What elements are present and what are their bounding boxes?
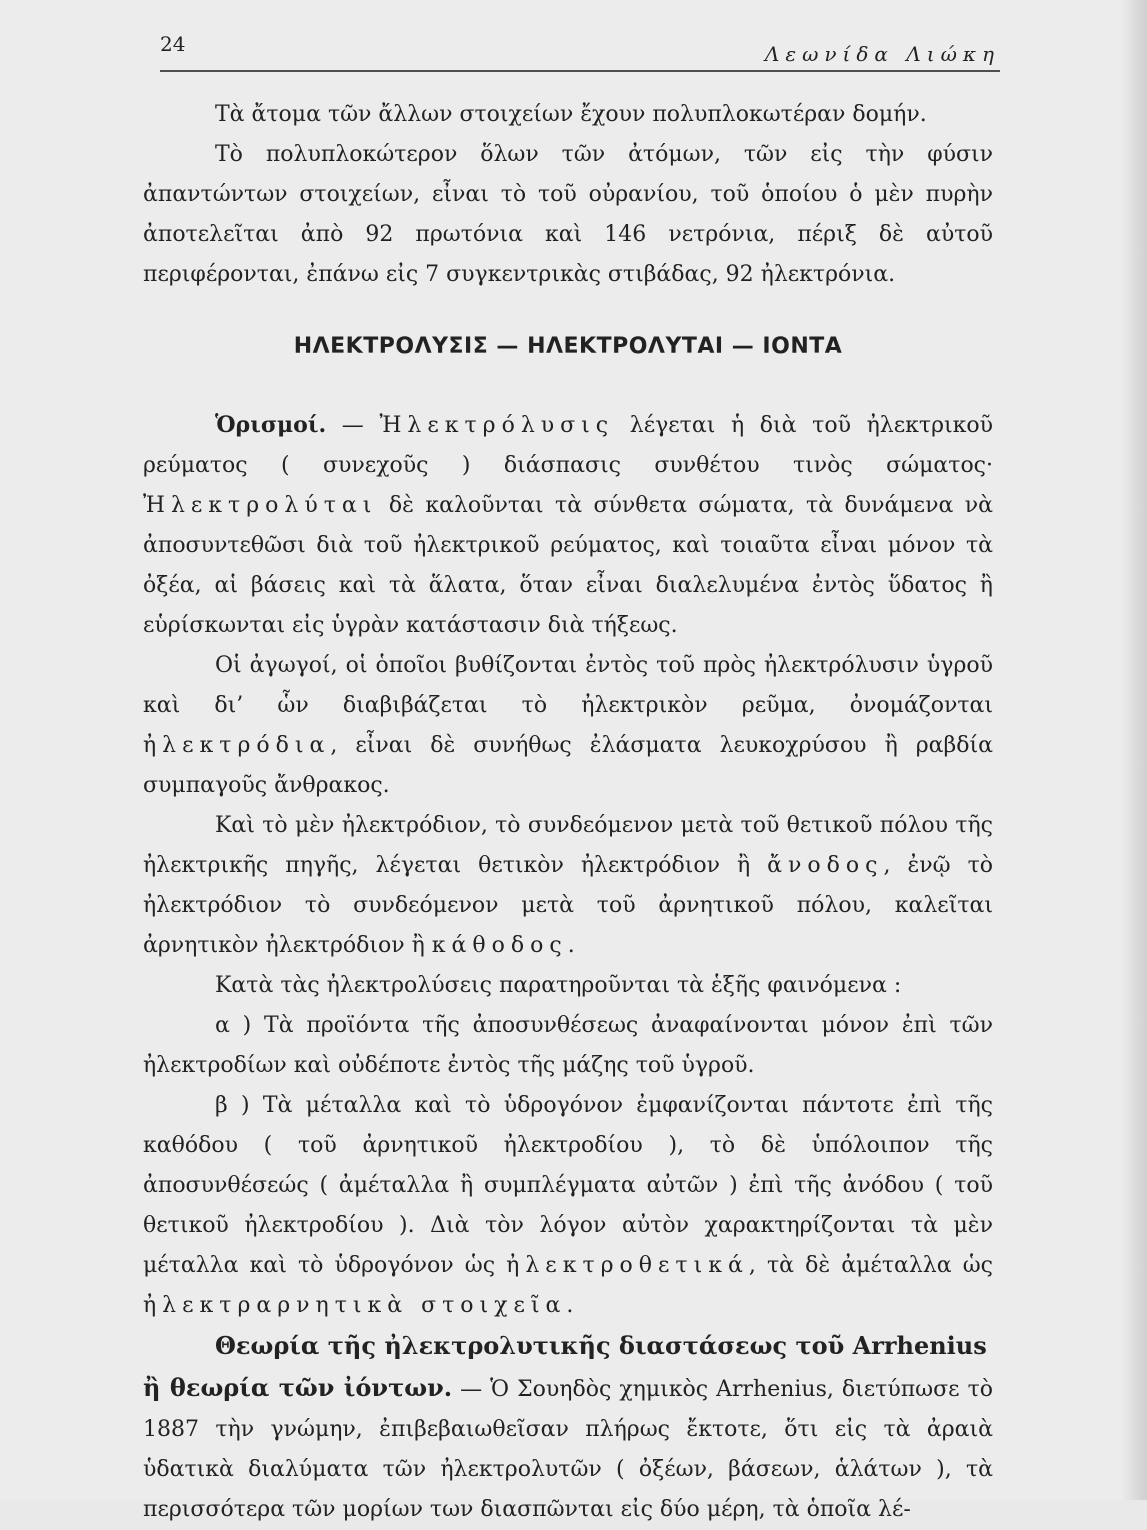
phenomenon-b-text-2: , τὰ δὲ ἀμέταλλα ὡς — [748, 1253, 993, 1278]
anode-cathode-end: . — [567, 933, 575, 958]
electrodes-term: ἠλεκτρόδια — [143, 733, 331, 758]
arrhenius-theory-text: — Ὁ Σουηδὸς χημικὸς Arrhenius, διετύπωσε τὸ 1887 τὴν γνώμην, ἐπιβεβαιωθεῖσαν πλήρως ἔκτοτε, ὅτι εἰς τὰ ἀραιὰ ὑδατικὰ διαλύματα τῶν ἠλεκτρολυτῶν ( ὀξέων, βάσεων, ἁλάτων ), τὰ περισσότερα τῶν μορίων των διασπῶνται εἰς δύο μέρη, τὰ ὁποῖα λέ- — [143, 1377, 993, 1522]
page-header — [160, 28, 1000, 72]
paragraph-2: Τὸ πολυπλοκώτερον ὅλων τῶν ἀτόμων, τῶν εἰς τὴν φύσιν ἀπαντώντων στοιχείων, εἶναι τὸ τοῦ οὐρανίου, τοῦ ὁποίου ὁ μὲν πυρὴν ἀποτελεῖται ἀπὸ 92 πρωτόνια καὶ 146 νετρόνια, πέριξ δὲ αὐτοῦ περιφέρονται, ἐπάνω εἰς 7 συγκεντρικὰς στιβάδας, 92 ἠλεκτρόνια. — [143, 142, 993, 287]
page-content — [143, 95, 993, 1530]
paragraph-phenomenon-b — [143, 1086, 993, 1326]
electropositive-term: ἠλεκτροθετικά — [506, 1253, 749, 1278]
anode-term: ἄνοδος — [767, 853, 884, 878]
arrhenius-theory-title-2: ἢ θεωρία τῶν ἰόντων. — [143, 1373, 453, 1402]
paragraph-anode-cathode — [143, 806, 993, 966]
definitions-paragraph — [143, 405, 993, 646]
definition-term-electrolysis: Ἠλεκτρόλυσις — [379, 413, 615, 438]
anode-cathode-text-1: Καὶ τὸ μὲν ἠλεκτρόδιον, τὸ συνδεόμενον μετὰ τοῦ θετικοῦ πόλου τῆς ἠλεκτρικῆς πηγῆς, λέγεται θετικὸν ἠλεκτρόδιον ἢ — [143, 813, 993, 878]
paragraph-1: Τὰ ἄτομα τῶν ἄλλων στοιχείων ἔχουν πολυπλοκωτέραν δομήν. — [215, 102, 927, 127]
paragraph-phenomenon-a: α ) Τὰ προϊόντα τῆς ἀποσυνθέσεως ἀναφαίνονται μόνον ἐπὶ τῶν ἠλεκτροδίων καὶ οὐδέποτε ἐντὸς τῆς μάζης τοῦ ὑγροῦ. — [143, 1013, 993, 1078]
phenomenon-b-text-1: β ) Τὰ μέταλλα καὶ τὸ ὑδρογόνον ἐμφανίζονται πάντοτε ἐπὶ τῆς καθόδου ( τοῦ ἀρνητικοῦ ἠλεκτροδίου ), τὸ δὲ ὑπόλοιπον τῆς ἀποσυνθέσεώς ( ἀμέταλλα ἢ συμπλέγματα αὐτῶν ) ἐπὶ τῆς ἀνόδου ( τοῦ θετικοῦ ἠλεκτροδίου ). Διὰ τὸν λόγον αὐτὸν χαρακτηρίζονται τὰ μὲν μέταλλα καὶ τὸ ὑδρογόνον ὡς — [143, 1093, 993, 1278]
cathode-term: κάθοδος — [431, 933, 568, 958]
section-title: ΗΛΕΚΤΡΟΛΥΣΙΣ — ΗΛΕΚΤΡΟΛΥΤΑΙ — ΙΟΝΤΑ — [293, 334, 843, 359]
paragraph-electrodes — [143, 646, 993, 806]
anode-cathode-text-2: , ἐνῷ τὸ ἠλεκτρόδιον τὸ συνδεόμενον μετὰ τοῦ ἀρνητικοῦ πόλου, καλεῖται ἀρνητικὸν ἠλεκτρόδιον ἢ — [143, 853, 993, 958]
definition-text-electrolysis: λέγεται ἡ διὰ τοῦ ἠλεκτρικοῦ ρεύματος ( συνεχοῦς ) διάσπασις συνθέτου τινὸς σώματος· — [143, 413, 993, 478]
definition-text-electrolytes: δὲ καλοῦνται τὰ σύνθετα σώματα, τὰ δυνάμενα νὰ ἀποσυντεθῶσι διὰ τοῦ ἠλεκτρικοῦ ρεύματος, καὶ τοιαῦτα εἶναι μόνον τὰ ὀξέα, αἱ βάσεις καὶ τὰ ἅλατα, ὅταν εἶναι διαλελυμένα ἐντὸς ὕδατος ἢ εὑρίσκωνται εἰς ὑγρὰν κατάστασιν διὰ τήξεως. — [143, 493, 993, 638]
electrodes-text-1: Οἱ ἀγωγοί, οἱ ὁποῖοι βυθίζονται ἐντὸς τοῦ πρὸς ἠλεκτρόλυσιν ὑγροῦ καὶ δι’ ὧν διαβιβάζεται τὸ ἠλεκτρικὸν ρεῦμα, ὀνομάζονται — [143, 653, 993, 718]
electrodes-text-2: , εἶναι δὲ συνήθως ἐλάσματα λευκοχρύσου ἢ ραβδία συμπαγοῦς ἄνθρακος. — [143, 733, 993, 798]
paragraph-phenomena-intro: Κατὰ τὰς ἠλεκτρολύσεις παρατηροῦνται τὰ ἑξῆς φαινόμενα : — [215, 973, 902, 998]
definitions-dash: — — [341, 413, 364, 438]
arrhenius-theory-title-1: Θεωρία τῆς ἠλεκτρολυτικῆς διαστάσεως τοῦ Arrhenius — [215, 1331, 987, 1360]
binding-shadow — [1121, 0, 1147, 1500]
page-number: 24 — [160, 32, 186, 56]
running-head: Λεωνίδα Λιώκη — [764, 42, 1000, 66]
definitions-label: Ὁρισμοί. — [215, 412, 327, 438]
electronegative-term: ἠλεκτραρνητικὰ στοιχεῖα — [143, 1293, 567, 1318]
phenomenon-b-end: . — [566, 1293, 574, 1318]
definition-term-electrolytes: Ἠλεκτρολύται — [143, 493, 378, 518]
paragraph-arrhenius-theory — [143, 1326, 993, 1530]
